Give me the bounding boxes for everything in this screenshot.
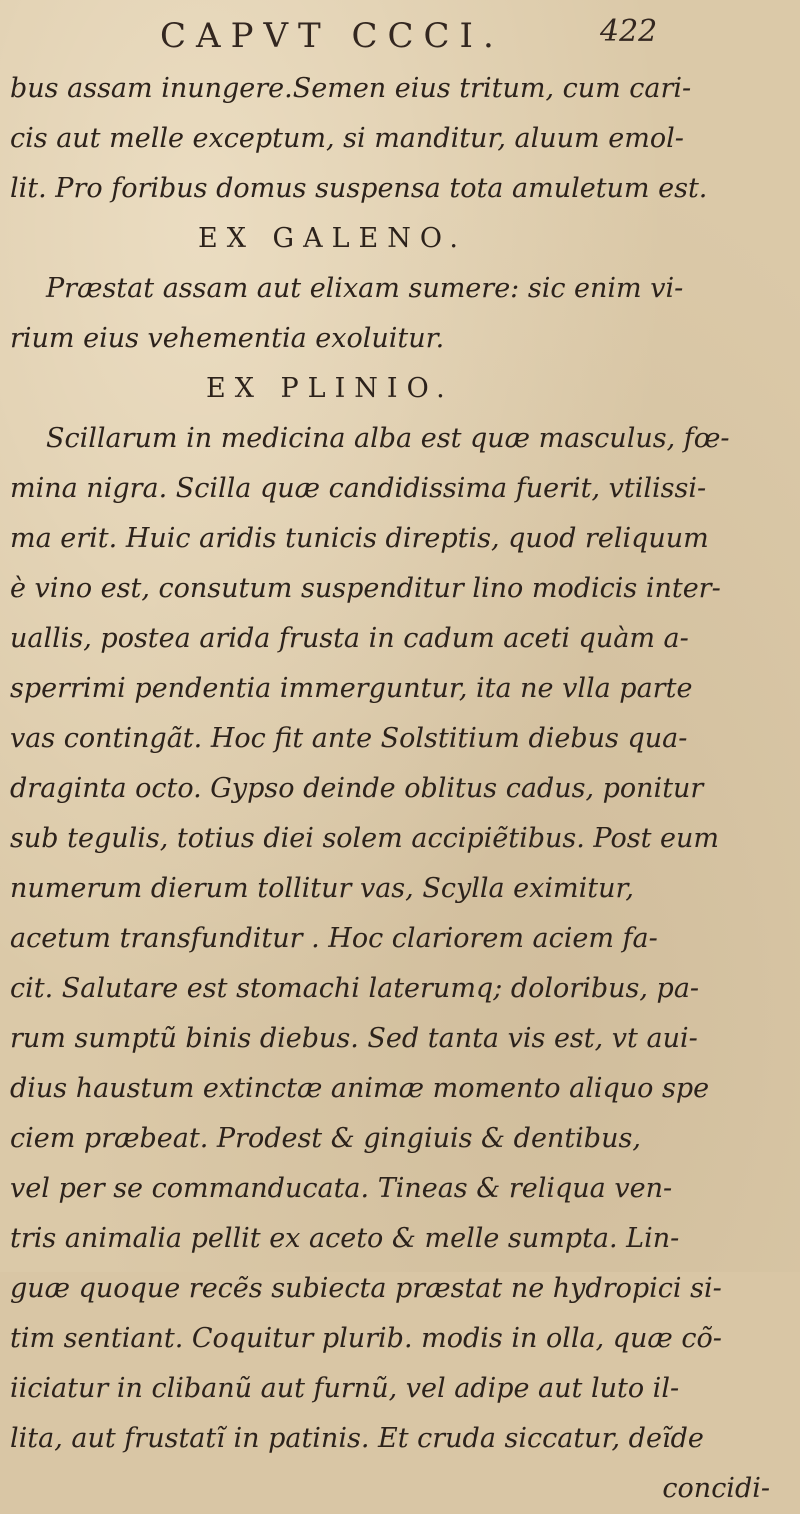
text-line: cis aut melle exceptum, si manditur, aluum emol-	[10, 123, 684, 154]
body-text	[10, 64, 770, 1514]
text-line: tris animalia pellit ex aceto & melle sumpta. Lin-	[10, 1223, 680, 1254]
text-line: guæ quoque recẽs subiecta præstat ne hydropici si-	[10, 1273, 722, 1304]
text-line: uallis, postea arida frusta in cadum aceti quàm a-	[10, 623, 689, 654]
text-line: dius haustum extinctæ animæ momento aliquo spe	[10, 1073, 710, 1104]
text-line: ma erit. Huic aridis tunicis direptis, quod reliquum	[10, 523, 709, 554]
text-line: vas contingãt. Hoc fit ante Solstitium diebus qua-	[10, 723, 688, 754]
running-head: CAPVT CCCI.	[160, 16, 504, 56]
text-line: tim sentiant. Coquitur plurib. modis in olla, quæ cõ-	[10, 1323, 722, 1354]
text-line: ciem præbeat. Prodest & gingiuis & dentibus,	[10, 1123, 641, 1154]
text-line: rum sumptũ binis diebus. Sed tanta vis est, vt aui-	[10, 1023, 698, 1054]
text-line: iiciatur in clibanũ aut furnũ, vel adipe aut luto il-	[10, 1373, 680, 1404]
catchword: concidi-	[662, 1473, 770, 1504]
text-line: bus assam inungere.Semen eius tritum, cum cari-	[10, 73, 692, 104]
text-line: mina nigra. Scilla quæ candidissima fuerit, vtilissi-	[10, 473, 707, 504]
text-line: numerum dierum tollitur vas, Scylla eximitur,	[10, 873, 634, 904]
text-line: Scillarum in medicina alba est quæ masculus, fœ-	[46, 423, 730, 454]
section-heading-galeno: EX GALENO.	[198, 223, 467, 254]
page-number: 422	[600, 14, 658, 49]
text-line: lit. Pro foribus domus suspensa tota amuletum est.	[10, 173, 708, 204]
text-line: draginta octo. Gypso deinde oblitus cadus, ponitur	[10, 773, 704, 804]
section-heading-plinio: EX PLINIO.	[206, 373, 454, 404]
text-line: lita, aut frustatĩ in patinis. Et cruda siccatur, deĩde	[10, 1423, 704, 1454]
text-line: cit. Salutare est stomachi laterumq; doloribus, pa-	[10, 973, 700, 1004]
text-line: rium eius vehementia exoluitur.	[10, 323, 445, 354]
text-line: sperrimi pendentia immerguntur, ita ne vlla parte	[10, 673, 693, 704]
text-line: acetum transfunditur . Hoc clariorem aciem fa-	[10, 923, 658, 954]
text-line: sub tegulis, totius diei solem accipiẽtibus. Post eum	[10, 823, 719, 854]
page-header	[0, 10, 800, 62]
text-line: Præstat assam aut elixam sumere: sic enim vi-	[46, 273, 684, 304]
text-line: è vino est, consutum suspenditur lino modicis inter-	[10, 573, 721, 604]
text-line: vel per se commanducata. Tineas & reliqua ven-	[10, 1173, 673, 1204]
